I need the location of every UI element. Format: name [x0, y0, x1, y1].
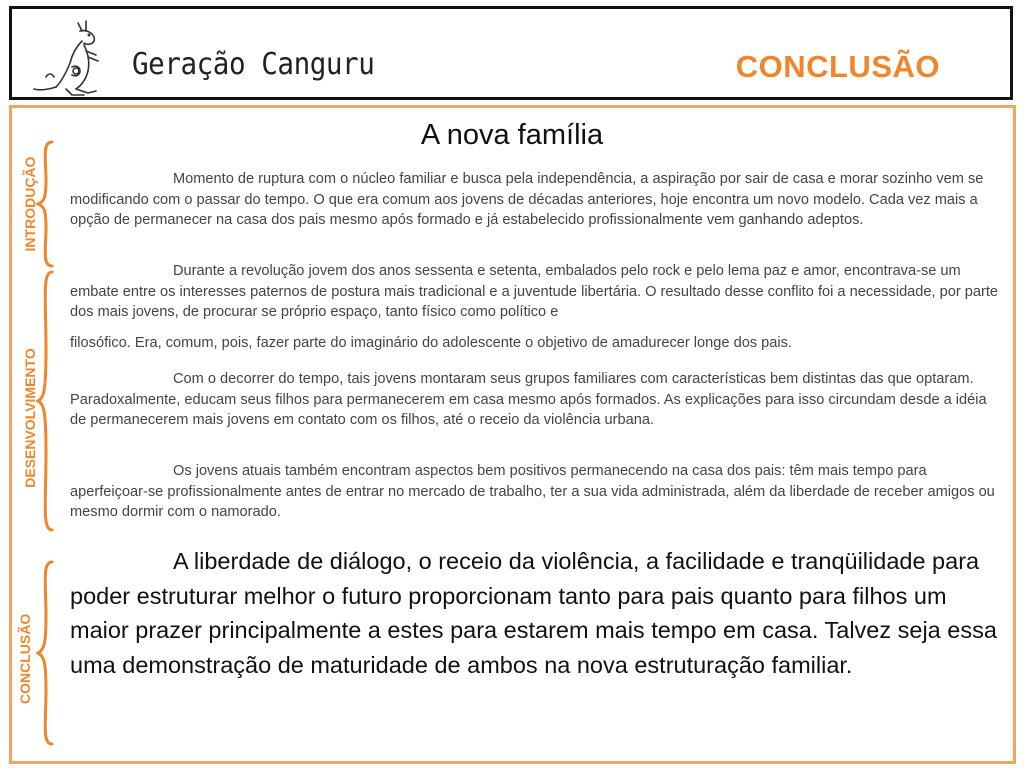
- paragraph-development-2: [70, 369, 1004, 431]
- paragraph-text: Durante a revolução jovem dos anos sessenta e setenta, embalados pelo rock e pelo lema paz e amor, encontrava-se um embate entre os interesses paternos de postura mais tradicional e a juventude libertária. O resultado desse conflito foi a necessidade, por parte dos mais jovens, de procurar se próprio espaço, tanto físico como político e: [70, 263, 999, 320]
- paragraph-text: filosófico. Era, comum, pois, fazer parte do imaginário do adolescente o objetivo de amadurecer longe dos pais.: [70, 335, 792, 351]
- side-label-intro: INTRODUÇÃO: [22, 156, 38, 252]
- paragraph-intro: [70, 169, 1004, 231]
- paragraph-text: Os jovens atuais também encontram aspectos bem positivos permanecendo na casa dos pais: têm mais tempo para aperfeiçoar-se profissionalmente antes de entrar no mercado de trabalho, ter a sua vida administrada, além da liberdade de receber amigos ou mesmo dormir com o namorado.: [70, 463, 995, 520]
- kangaroo-logo-icon: [26, 17, 114, 99]
- paragraph-text: Momento de ruptura com o núcleo familiar e busca pela independência, a aspiração por sair de casa e morar sozinho vem se modificando com o passar do tempo. O que era comum aos jovens de décadas anteriores, hoje encontra um novo modelo. Cada vez mais a opção de permanecer na casa dos pais mesmo após formado e já estabelecido profissionalmente vem ganhando adeptos.: [70, 171, 984, 228]
- section-title: CONCLUSÃO: [735, 49, 940, 84]
- paragraph-conclusion: [70, 544, 1005, 682]
- paragraph-development-1-cont: [70, 333, 1004, 354]
- side-label-conclusion: CONCLUSÃO: [17, 613, 33, 704]
- side-label-development: DESENVOLVIMENTO: [22, 348, 38, 488]
- brace-intro: [36, 140, 58, 268]
- paragraph-development-3: [70, 461, 1004, 523]
- conclusion-text: A liberdade de diálogo, o receio da violência, a facilidade e tranqüilidade para poder estruturar melhor o futuro proporcionam tanto para pais quanto para filhos um maior prazer principalmente a estes para estarem mais tempo em casa. Talvez seja essa uma demonstração de maturidade de ambos na nova estruturação familiar.: [70, 548, 997, 678]
- header-bar: [9, 6, 1013, 100]
- brace-conclusion: [36, 560, 58, 746]
- paragraph-development-1: [70, 261, 1004, 323]
- page-title: A nova família: [420, 119, 604, 151]
- brand-title: Geração Canguru: [132, 47, 375, 82]
- brace-development: [36, 270, 58, 532]
- paragraph-text: Com o decorrer do tempo, tais jovens montaram seus grupos familiares com características bem distintas das que optaram. Paradoxalmente, educam seus filhos para permanecerem em casa mesmo após formados. As explicações para isso circundam desde a idéia de permanecerem mais jovens em contato com os filhos, até o receio da violência urbana.: [70, 371, 987, 428]
